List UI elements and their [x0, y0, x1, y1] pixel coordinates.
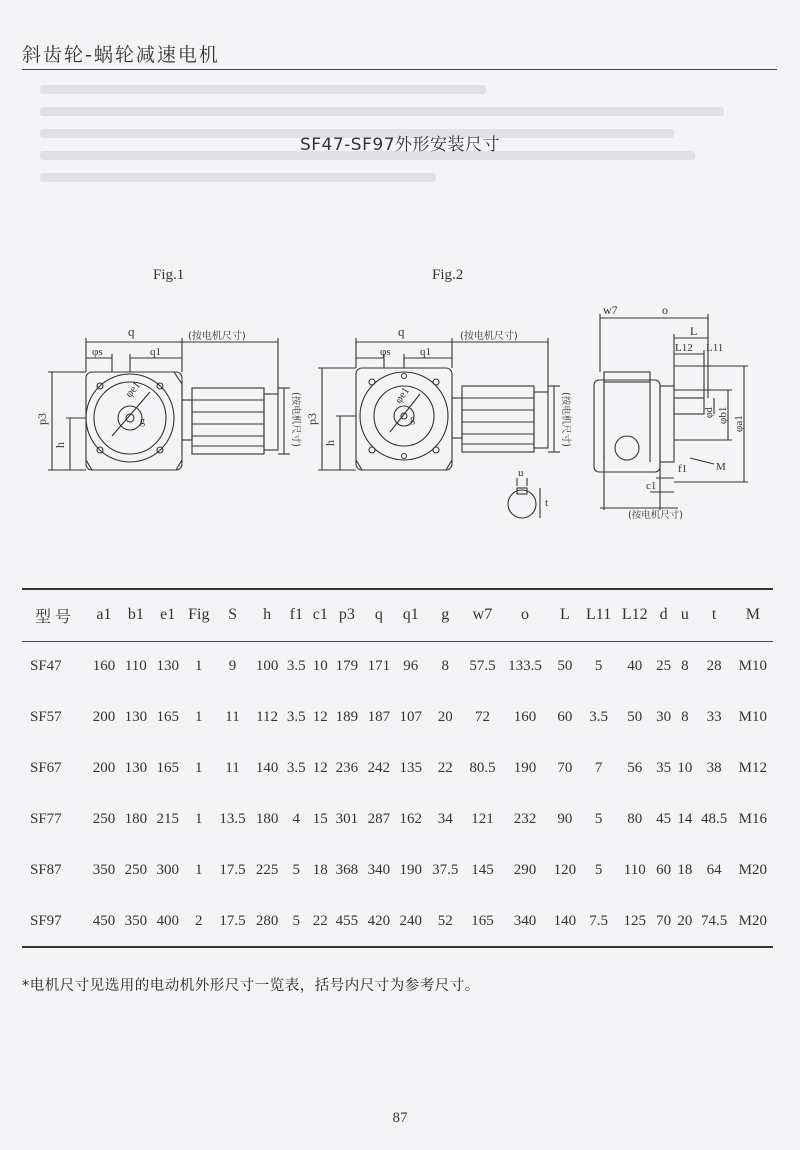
value-cell: 120: [553, 862, 577, 878]
col-header: f1: [283, 589, 310, 641]
value-cell: 60: [557, 709, 573, 725]
value-cell: 133.5: [508, 658, 542, 675]
value-cell: 420: [363, 896, 395, 947]
value-cell: 1: [195, 811, 203, 827]
value-cell: M20: [738, 862, 768, 878]
col-header: g: [427, 589, 464, 641]
model-cell: SF67: [30, 760, 62, 776]
col-header: M: [733, 589, 773, 641]
value-cell: 200: [92, 709, 116, 725]
dim-b1: φb1: [717, 406, 729, 424]
value-cell: 64: [706, 862, 722, 878]
value-cell: 3.5: [286, 658, 306, 675]
table-row: [22, 692, 773, 743]
table-row: [22, 743, 773, 794]
value-cell: 2: [184, 896, 214, 947]
dim-f1: f1: [678, 463, 688, 475]
value-cell: 20: [674, 896, 695, 947]
value-cell: M16: [738, 811, 768, 827]
value-cell: 225: [255, 862, 279, 878]
value-cell: 74.5: [696, 896, 733, 947]
model-cell: SF47: [30, 658, 62, 675]
value-cell: 100: [255, 658, 279, 675]
value-cell: 8: [441, 658, 449, 675]
value-cell: 25: [656, 658, 672, 675]
value-cell: 3.5: [286, 760, 306, 776]
value-cell: 5: [594, 862, 603, 878]
value-cell: 110: [124, 658, 147, 675]
dim-w7: w7: [603, 303, 618, 317]
motor-note-fig1: (按电机尺寸): [188, 331, 246, 342]
value-cell: 171: [367, 658, 391, 675]
value-cell: 455: [331, 896, 363, 947]
col-header: a1: [88, 589, 120, 641]
section-title: SF47-SF97外形安装尺寸: [299, 135, 501, 155]
value-cell: 1: [195, 760, 203, 776]
value-cell: 340: [367, 862, 391, 878]
value-cell: 10: [677, 760, 693, 776]
dim-q-fig2: q: [398, 324, 405, 339]
value-cell: 70: [653, 896, 674, 947]
value-cell: 52: [427, 896, 464, 947]
value-cell: 242: [367, 760, 391, 776]
fig1-label: Fig.1: [153, 267, 185, 283]
value-cell: 240: [395, 896, 427, 947]
dim-q1-fig1: q1: [150, 346, 161, 358]
value-cell: 368: [335, 862, 359, 878]
drawings-area: [0, 280, 800, 550]
table-row: [22, 641, 773, 692]
value-cell: 165: [156, 709, 179, 725]
page-number: 87: [392, 1110, 408, 1126]
dim-d: φd: [704, 407, 715, 418]
value-cell: 135: [399, 760, 422, 776]
value-cell: 160: [513, 709, 537, 725]
col-header: Fig: [184, 589, 214, 641]
model-cell: SF57: [30, 709, 62, 725]
value-cell: 215: [156, 811, 179, 827]
value-cell: 130: [124, 760, 148, 776]
value-cell: 12: [312, 709, 328, 725]
value-cell: 200: [92, 760, 116, 776]
dim-a1: φa1: [733, 415, 745, 432]
value-cell: 162: [399, 811, 422, 827]
fig2-label: Fig.2: [432, 267, 464, 283]
value-cell: 18: [677, 862, 693, 878]
value-cell: M20: [733, 896, 773, 947]
dim-s-fig1: φs: [92, 346, 103, 358]
value-cell: 80.5: [469, 760, 496, 776]
value-cell: 3.5: [589, 709, 608, 725]
col-header: u: [674, 589, 695, 641]
dim-h-fig1: h: [53, 442, 67, 448]
value-cell: 400: [152, 896, 184, 947]
value-cell: 8: [681, 709, 689, 725]
col-header: L: [549, 589, 581, 641]
value-cell: 187: [367, 709, 391, 725]
value-cell: 236: [335, 760, 359, 776]
value-cell: 34: [437, 811, 453, 827]
value-cell: 145: [471, 862, 494, 878]
dim-q-fig1: q: [128, 324, 135, 339]
col-header: q: [363, 589, 395, 641]
value-cell: 28: [706, 658, 722, 675]
value-cell: 33: [706, 709, 722, 725]
dimension-table: [22, 588, 773, 948]
value-cell: 450: [88, 896, 120, 947]
value-cell: 340: [501, 896, 549, 947]
model-cell: SF77: [30, 811, 62, 827]
model-cell: SF87: [30, 862, 62, 878]
value-cell: M12: [738, 760, 768, 776]
header-title: 斜齿轮-蜗轮减速电机: [22, 44, 220, 66]
value-cell: 140: [255, 760, 279, 776]
dim-M: M: [716, 461, 726, 473]
value-cell: 190: [513, 760, 537, 776]
value-cell: M10: [738, 709, 768, 725]
value-cell: 70: [557, 760, 573, 776]
value-cell: 80: [627, 811, 643, 827]
value-cell: 250: [124, 862, 148, 878]
value-cell: 7: [594, 760, 603, 776]
footnote: *电机尺寸见选用的电动机外形尺寸一览表，括号内尺寸为参考尺寸。: [22, 978, 480, 994]
motor-note-fig2-v: (按电机尺寸): [560, 392, 571, 447]
value-cell: 121: [471, 811, 494, 827]
value-cell: 13.5: [219, 811, 246, 827]
value-cell: 96: [403, 658, 419, 675]
col-header: w7: [464, 589, 501, 641]
value-cell: 50: [557, 658, 573, 675]
table-row: [22, 794, 773, 845]
value-cell: 165: [464, 896, 501, 947]
table-row: [22, 845, 773, 896]
value-cell: 125: [616, 896, 653, 947]
value-cell: 5: [594, 658, 603, 675]
value-cell: 22: [437, 760, 453, 776]
value-cell: 107: [399, 709, 422, 725]
value-cell: 180: [124, 811, 148, 827]
col-header: b1: [120, 589, 152, 641]
value-cell: 110: [623, 862, 646, 878]
dim-e1-fig1: φe1: [123, 379, 144, 400]
value-cell: 56: [627, 760, 643, 776]
table-header-row: [22, 589, 773, 641]
value-cell: 50: [627, 709, 643, 725]
value-cell: 130: [156, 658, 179, 675]
col-header: c1: [310, 589, 331, 641]
value-cell: 190: [399, 862, 422, 878]
col-header: e1: [152, 589, 184, 641]
value-cell: 14: [677, 811, 693, 827]
value-cell: 60: [656, 862, 672, 878]
value-cell: 40: [627, 658, 643, 675]
value-cell: 140: [549, 896, 581, 947]
value-cell: 1: [195, 709, 203, 725]
value-cell: 90: [557, 811, 573, 827]
value-cell: 232: [513, 811, 537, 827]
value-cell: 165: [156, 760, 179, 776]
value-cell: 301: [335, 811, 359, 827]
motor-note-fig1-v: (按电机尺寸): [290, 392, 301, 447]
value-cell: 72: [474, 709, 490, 725]
dim-q1-fig2: q1: [420, 346, 431, 358]
dim-g-fig1: g: [140, 416, 145, 427]
value-cell: 11: [225, 760, 240, 776]
value-cell: 48.5: [700, 811, 728, 827]
value-cell: 1: [195, 862, 203, 878]
value-cell: 280: [251, 896, 283, 947]
value-cell: M10: [738, 658, 768, 675]
value-cell: 9: [228, 658, 237, 675]
value-cell: 300: [156, 862, 179, 878]
model-cell: SF97: [22, 896, 88, 947]
motor-note-fig2: (按电机尺寸): [460, 331, 518, 342]
col-header: t: [696, 589, 733, 641]
value-cell: 1: [195, 658, 203, 675]
dim-c1: c1: [646, 480, 657, 492]
value-cell: 179: [335, 658, 359, 675]
value-cell: 5: [283, 896, 310, 947]
value-cell: 290: [513, 862, 537, 878]
dim-p3-fig1: p3: [35, 413, 49, 425]
col-header: L12: [616, 589, 653, 641]
value-cell: 160: [92, 658, 116, 675]
value-cell: 22: [310, 896, 331, 947]
dim-e1-fig2: φe1: [392, 385, 413, 406]
col-header: h: [251, 589, 283, 641]
value-cell: 10: [312, 658, 328, 675]
value-cell: 4: [292, 811, 301, 827]
value-cell: 18: [312, 862, 328, 878]
header-rule: [22, 69, 777, 70]
value-cell: 5: [292, 862, 301, 878]
col-header: S: [214, 589, 251, 641]
col-header: 型号: [22, 589, 88, 641]
value-cell: 57.5: [469, 658, 496, 675]
dim-L11: L11: [706, 342, 724, 354]
value-cell: 17.5: [214, 896, 251, 947]
value-cell: 15: [312, 811, 328, 827]
col-header: p3: [331, 589, 363, 641]
value-cell: 30: [656, 709, 672, 725]
col-header: o: [501, 589, 549, 641]
dim-h-fig2: h: [323, 440, 337, 446]
value-cell: 350: [120, 896, 152, 947]
value-cell: 8: [681, 658, 689, 675]
value-cell: 17.5: [219, 862, 246, 878]
motor-note-side: (按电机尺寸): [628, 510, 683, 521]
fig1-drawing: [48, 338, 290, 470]
col-header: d: [653, 589, 674, 641]
dim-t: t: [545, 497, 549, 509]
dim-p3-fig2: p3: [305, 413, 319, 425]
fig2-drawing: [318, 338, 560, 518]
value-cell: 20: [437, 709, 453, 725]
value-cell: 37.5: [432, 862, 459, 878]
dim-s-fig2: φs: [380, 346, 391, 358]
value-cell: 7.5: [581, 896, 617, 947]
value-cell: 38: [706, 760, 722, 776]
value-cell: 35: [656, 760, 672, 776]
dim-g-fig2: g: [410, 414, 415, 425]
value-cell: 3.5: [286, 709, 306, 725]
dim-L: L: [690, 324, 698, 338]
col-header: L11: [581, 589, 617, 641]
value-cell: 112: [256, 709, 279, 725]
value-cell: 130: [124, 709, 148, 725]
value-cell: 180: [255, 811, 279, 827]
value-cell: 12: [312, 760, 328, 776]
value-cell: 11: [225, 709, 240, 725]
value-cell: 250: [92, 811, 116, 827]
table-row: [22, 896, 773, 947]
col-header: q1: [395, 589, 427, 641]
value-cell: 350: [92, 862, 116, 878]
value-cell: 189: [335, 709, 359, 725]
technical-drawings: [0, 280, 800, 550]
value-cell: 287: [367, 811, 391, 827]
value-cell: 5: [594, 811, 603, 827]
value-cell: 45: [656, 811, 672, 827]
dim-o: o: [662, 303, 668, 317]
dim-u: u: [518, 467, 524, 479]
dim-L12: L12: [675, 342, 693, 354]
